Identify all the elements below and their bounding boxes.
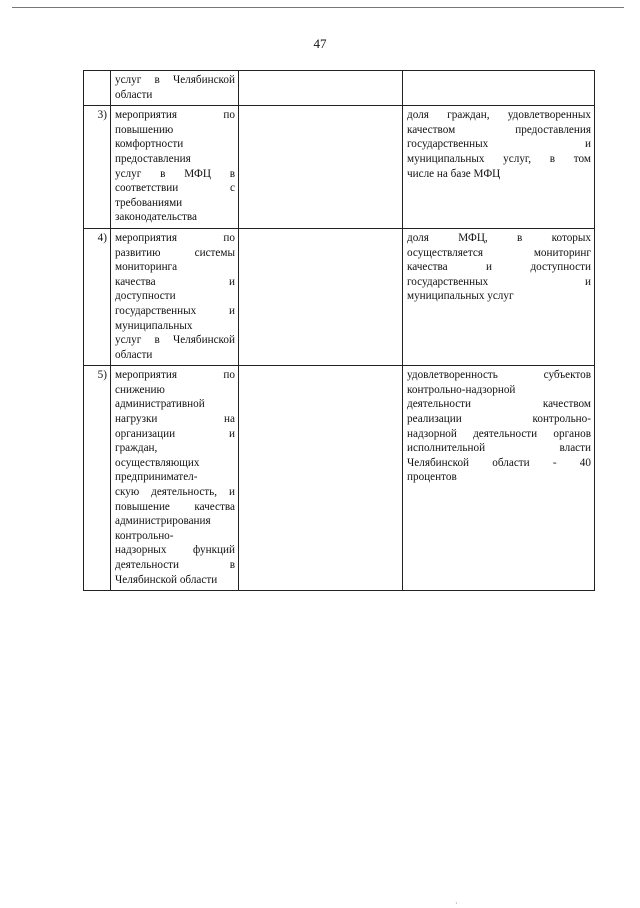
indicator-line: осуществляется мониторинг [407,246,591,259]
event-line: административной [115,398,205,411]
indicator-cell [403,228,595,365]
indicator-line: контрольно-надзорной [407,383,516,396]
event-line: доступности [115,290,176,303]
event-line: соответствии с [115,182,235,195]
event-line: контрольно- [115,529,174,542]
bottom-mark: · [455,899,458,908]
indicator-line: доля МФЦ, в которых [407,231,591,244]
event-cell [111,366,239,591]
event-line: нагрузки на [115,413,235,426]
event-line: требованиями [115,196,183,209]
event-line: мониторинга [115,261,178,274]
indicator-cell [403,71,595,106]
event-line: скую деятельность, и [115,486,235,499]
event-line: законодательства [115,211,197,224]
event-line: качества и [115,275,235,288]
indicator-line: удовлетворенность субъектов [407,369,591,382]
event-line: мероприятия по [115,109,235,122]
events-table [83,70,595,591]
indicator-line: реализации контрольно- [407,413,591,426]
event-line: мероприятия по [115,369,235,382]
empty-cell [239,366,403,591]
event-line: надзорных функций [115,544,235,557]
row-number: 3) [84,106,111,229]
indicator-line: доля граждан, удовлетворенных [407,109,591,122]
event-line: предоставления [115,152,191,165]
indicator-line: государственных и [407,138,591,151]
indicator-cell [403,106,595,229]
event-line: организации и [115,427,235,440]
indicator-line: муниципальных услуг, в том [407,152,591,165]
table-row [84,366,595,591]
event-line: услуг в Челябинской [115,74,235,86]
event-line: развитию системы [115,246,235,259]
event-line: муниципальных [115,319,193,332]
event-line: услуг в МФЦ в [115,167,235,180]
event-line: комфортности [115,138,184,151]
event-line: снижению [115,383,165,396]
indicator-line: качества и доступности [407,261,591,274]
indicator-line: надзорной деятельности органов [407,427,591,440]
row-number: 5) [84,366,111,591]
empty-cell [239,71,403,106]
table-row [84,71,595,106]
event-cell [111,228,239,365]
indicator-line: качеством предоставления [407,123,591,136]
table-row [84,106,595,229]
indicator-line: исполнительной власти [407,442,591,455]
empty-cell [239,106,403,229]
indicator-line: деятельности качеством [407,398,591,411]
event-cell [111,71,239,106]
row-number: 4) [84,228,111,365]
row-number [84,71,111,106]
page-number: 47 [313,36,327,51]
event-line: администрирования [115,515,211,528]
indicator-line: Челябинской области - 40 [407,456,591,469]
empty-cell [239,228,403,365]
event-line: предпринимател- [115,471,198,484]
event-line: услуг в Челябинской [115,334,235,347]
top-rule [12,7,624,8]
indicator-line: муниципальных услуг [407,290,514,303]
event-line: мероприятия по [115,231,235,244]
event-cell [111,106,239,229]
indicator-line: государственных и [407,275,591,288]
event-line: повышению [115,123,174,136]
event-line: области [115,88,153,101]
indicator-line: числе на базе МФЦ [407,167,501,180]
indicator-cell [403,366,595,591]
event-line: государственных и [115,304,235,317]
event-line: Челябинской области [115,573,218,586]
table-row [84,228,595,365]
event-line: граждан, [115,442,158,455]
event-line: области [115,348,153,361]
event-line: деятельности в [115,559,235,571]
indicator-line: процентов [407,471,457,484]
event-line: осуществляющих [115,456,200,469]
event-line: повышение качества [115,500,235,513]
